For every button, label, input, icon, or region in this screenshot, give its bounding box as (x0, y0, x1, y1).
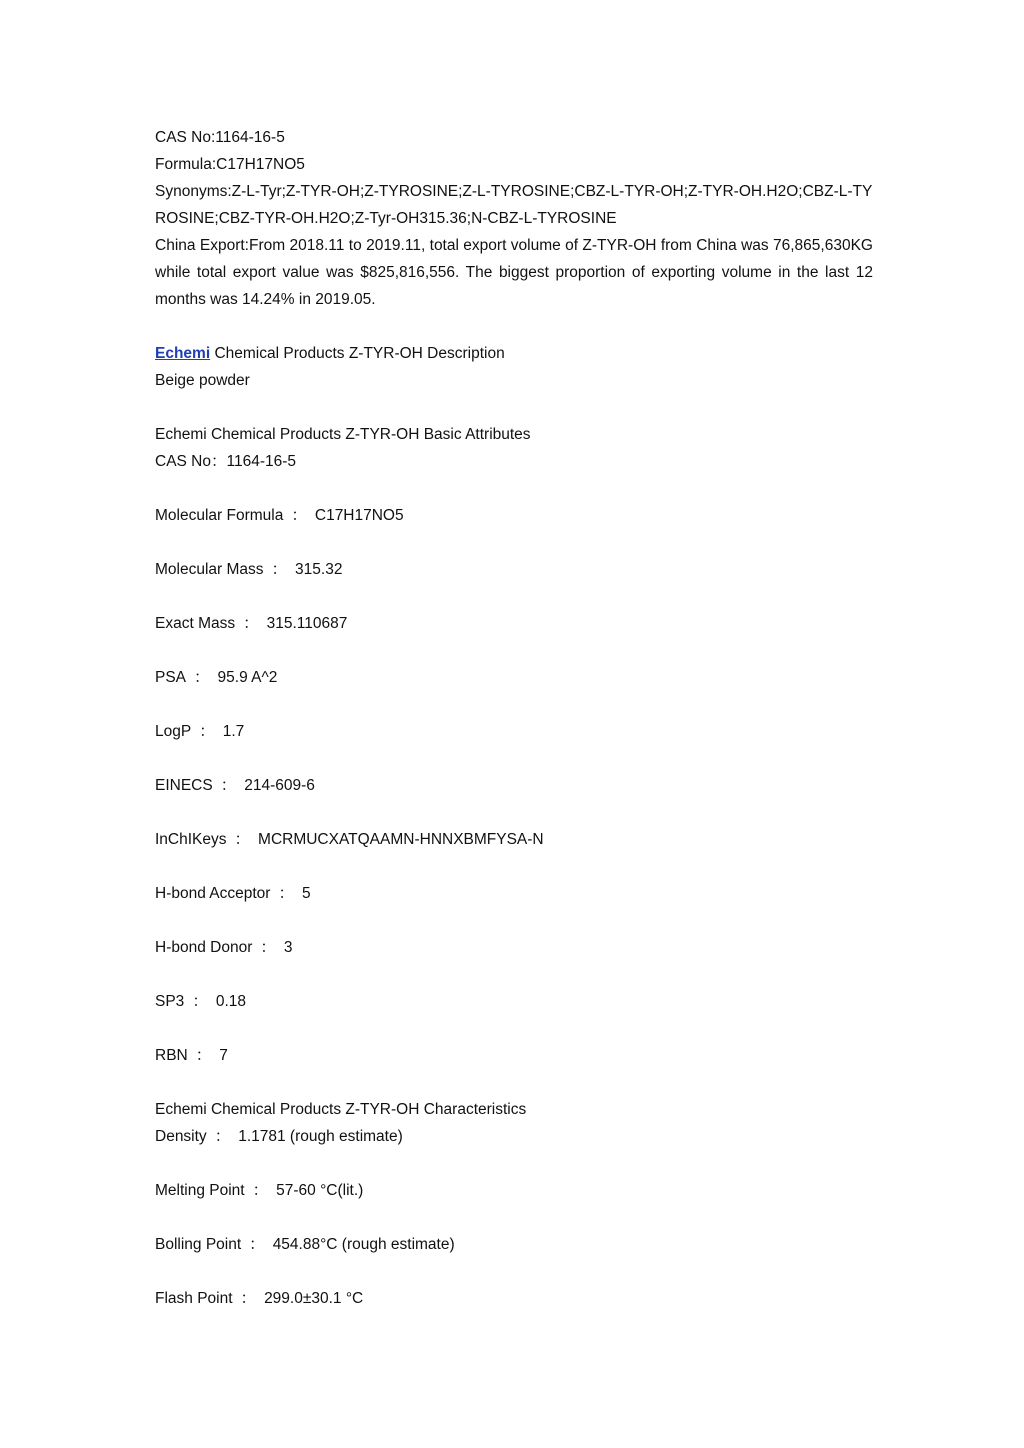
attribute-value: 315.32 (295, 561, 343, 578)
attribute-value: 5 (301, 885, 311, 902)
attribute-row (155, 502, 873, 529)
formula: Formula:C17H17NO5 (155, 156, 305, 173)
attribute-separator: ： (260, 939, 276, 956)
basic-attributes-list (155, 475, 873, 1069)
attribute-value: 7 (219, 1047, 228, 1064)
attribute-separator: ： (234, 831, 251, 848)
attribute-row (155, 556, 873, 583)
china-export-summary: China Export:From 2018.11 to 2019.11, total export volume of Z-TYR-OH from China was 76,865,630KG while total export value was $825,816,556. The biggest proportion of exporting volume in the last 12 months was 14.24% in 2019.05. (155, 237, 873, 308)
attribute-separator: ： (214, 1128, 231, 1145)
characteristics-list (155, 1123, 873, 1312)
cas-number: CAS No:1164-16-5 (155, 129, 285, 146)
attribute-value: 454.88°C (rough estimate) (272, 1236, 455, 1253)
spacer (155, 475, 873, 502)
attribute-separator: ： (199, 723, 215, 740)
basic-attributes-heading: Echemi Chemical Products Z-TYR-OH Basic Attributes (155, 426, 531, 443)
attribute-separator: ： (194, 669, 210, 686)
attribute-label: H-bond Donor (155, 939, 253, 956)
attribute-value: 299.0±30.1 °C (264, 1290, 364, 1307)
attribute-row (155, 1042, 873, 1069)
attribute-label: Flash Point (155, 1290, 233, 1307)
spacer (155, 313, 873, 340)
spacer (155, 1258, 873, 1285)
attribute-separator: ： (271, 561, 288, 578)
description-heading-text: Chemical Products Z-TYR-OH Description (210, 345, 505, 362)
attribute-row (155, 1123, 873, 1150)
description-heading (155, 340, 873, 367)
attribute-separator: ： (243, 615, 259, 632)
attribute-value: C17H17NO5 (314, 507, 404, 524)
attribute-label: Molecular Formula (155, 507, 284, 524)
spacer (155, 1204, 873, 1231)
attribute-label: RBN (155, 1047, 188, 1064)
attribute-row (155, 1285, 873, 1312)
attribute-label: Exact Mass (155, 615, 236, 632)
attribute-separator: ： (252, 1182, 269, 1199)
attribute-separator: ： (249, 1236, 265, 1253)
spacer (155, 583, 873, 610)
attribute-separator: ： (195, 1047, 212, 1064)
attribute-row (155, 664, 873, 691)
attribute-label: EINECS (155, 777, 213, 794)
attribute-label: Density (155, 1128, 207, 1145)
spacer (155, 529, 873, 556)
attribute-value: 57-60 °C(lit.) (276, 1182, 364, 1199)
basic-cas-number: CAS No：1164-16-5 (155, 453, 297, 470)
attribute-label: LogP (155, 723, 192, 740)
attribute-row (155, 934, 873, 961)
attribute-label: Bolling Point (155, 1236, 242, 1253)
attribute-separator: ： (291, 507, 307, 524)
attribute-label: Melting Point (155, 1182, 245, 1199)
synonyms: Synonyms:Z-L-Tyr;Z-TYR-OH;Z-TYROSINE;Z-L-TYROSINE;CBZ-L-TYR-OH;Z-TYR-OH.H2O;CBZ-L-TYROSINE;CBZ-TYR-OH.H2O;Z-Tyr-OH315.36;N-CBZ-L-TYROSINE (155, 183, 873, 227)
attribute-value: 1.7 (222, 723, 245, 740)
attribute-value: 214-609-6 (244, 777, 315, 794)
attribute-separator: ： (278, 885, 294, 902)
attribute-label: SP3 (155, 993, 185, 1010)
spacer (155, 394, 873, 421)
attribute-value: 3 (283, 939, 293, 956)
attribute-value: 315.110687 (266, 615, 348, 632)
attribute-row (155, 610, 873, 637)
attribute-label: Molecular Mass (155, 561, 264, 578)
attribute-value: 1.1781 (rough estimate) (238, 1128, 403, 1145)
attribute-row (155, 1231, 873, 1258)
spacer (155, 1150, 873, 1177)
description-text: Beige powder (155, 372, 250, 389)
spacer (155, 799, 873, 826)
spacer (155, 745, 873, 772)
document-page (155, 124, 873, 1312)
attribute-row (155, 826, 873, 853)
spacer (155, 853, 873, 880)
attribute-separator: ： (192, 993, 208, 1010)
attribute-row (155, 988, 873, 1015)
spacer (155, 1015, 873, 1042)
attribute-row (155, 1177, 873, 1204)
attribute-separator: ： (220, 777, 237, 794)
spacer (155, 961, 873, 988)
attribute-separator: ： (240, 1290, 257, 1307)
spacer (155, 637, 873, 664)
attribute-value: 0.18 (215, 993, 246, 1010)
attribute-value: 95.9 A^2 (217, 669, 278, 686)
attribute-label: InChIKeys (155, 831, 227, 848)
attribute-row (155, 772, 873, 799)
spacer (155, 907, 873, 934)
spacer (155, 691, 873, 718)
attribute-row (155, 718, 873, 745)
attribute-value: MCRMUCXATQAAMN-HNNXBMFYSA-N (258, 831, 544, 848)
attribute-label: H-bond Acceptor (155, 885, 271, 902)
echemi-link[interactable]: Echemi (155, 345, 211, 362)
spacer (155, 1069, 873, 1096)
attribute-row (155, 880, 873, 907)
attribute-label: PSA (155, 669, 187, 686)
characteristics-heading: Echemi Chemical Products Z-TYR-OH Characteristics (155, 1101, 527, 1118)
